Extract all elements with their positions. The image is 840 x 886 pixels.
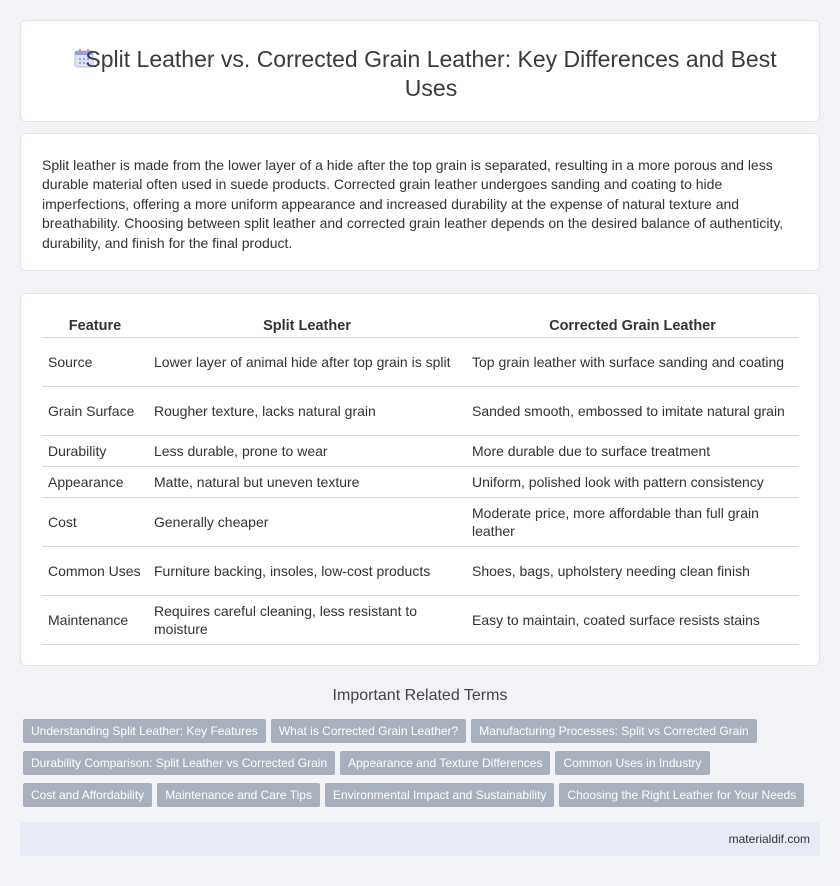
header-feature: Feature bbox=[42, 314, 148, 338]
row-corrected-value: More durable due to surface treatment bbox=[466, 436, 799, 467]
row-corrected-value: Easy to maintain, coated surface resists stains bbox=[466, 596, 799, 645]
row-corrected-value: Moderate price, more affordable than full grain leather bbox=[466, 498, 799, 547]
table-row bbox=[42, 467, 799, 498]
intro-card bbox=[20, 133, 820, 271]
header-corrected-grain: Corrected Grain Leather bbox=[466, 314, 799, 338]
header-card bbox=[20, 20, 820, 122]
row-feature: Durability bbox=[42, 436, 148, 467]
related-tag[interactable]: What is Corrected Grain Leather? bbox=[271, 719, 466, 743]
table-row bbox=[42, 387, 799, 436]
row-split-value: Furniture backing, insoles, low-cost products bbox=[148, 547, 466, 596]
footer bbox=[20, 822, 820, 856]
table-row bbox=[42, 498, 799, 547]
related-tag[interactable]: Durability Comparison: Split Leather vs Corrected Grain bbox=[23, 751, 335, 775]
footer-site-link[interactable]: materialdif.com bbox=[728, 832, 810, 846]
page-title: Split Leather vs. Corrected Grain Leather: Key Differences and Best Uses bbox=[85, 46, 777, 101]
related-tags bbox=[23, 719, 823, 815]
intro-paragraph: Split leather is made from the lower layer of a hide after the top grain is separated, resulting in a more porous and less durable material often used in suede products. Corrected grain leather undergoes sanding and coating to hide imperfections, offering a more uniform appearance and increased durability at the expense of natural texture and breathability. Choosing between split leather and corrected grain leather depends on the desired balance of authenticity, durability, and finish for the final product. bbox=[42, 157, 784, 251]
row-feature: Common Uses bbox=[42, 547, 148, 596]
row-split-value: Lower layer of animal hide after top grain is split bbox=[148, 338, 466, 387]
row-corrected-value: Top grain leather with surface sanding and coating bbox=[466, 338, 799, 387]
tag-row bbox=[23, 719, 823, 751]
row-feature: Grain Surface bbox=[42, 387, 148, 436]
comparison-table bbox=[42, 314, 799, 645]
row-split-value: Rougher texture, lacks natural grain bbox=[148, 387, 466, 436]
row-corrected-value: Sanded smooth, embossed to imitate natural grain bbox=[466, 387, 799, 436]
related-tag[interactable]: Understanding Split Leather: Key Features bbox=[23, 719, 266, 743]
page-title-wrap bbox=[71, 45, 791, 103]
tag-row bbox=[23, 751, 823, 783]
related-tag[interactable]: Maintenance and Care Tips bbox=[157, 783, 320, 807]
header-split-leather: Split Leather bbox=[148, 314, 466, 338]
table-row bbox=[42, 596, 799, 645]
row-corrected-value: Uniform, polished look with pattern consistency bbox=[466, 467, 799, 498]
row-feature: Source bbox=[42, 338, 148, 387]
row-corrected-value: Shoes, bags, upholstery needing clean finish bbox=[466, 547, 799, 596]
row-split-value: Generally cheaper bbox=[148, 498, 466, 547]
table-row bbox=[42, 547, 799, 596]
row-feature: Cost bbox=[42, 498, 148, 547]
related-tag[interactable]: Choosing the Right Leather for Your Needs bbox=[559, 783, 804, 807]
related-terms-title: Important Related Terms bbox=[332, 687, 508, 704]
table-row bbox=[42, 338, 799, 387]
related-tag[interactable]: Manufacturing Processes: Split vs Corrected Grain bbox=[471, 719, 756, 743]
tag-row bbox=[23, 783, 823, 815]
related-tag[interactable]: Cost and Affordability bbox=[23, 783, 152, 807]
related-tag[interactable]: Environmental Impact and Sustainability bbox=[325, 783, 554, 807]
table-header-row bbox=[42, 314, 799, 338]
row-feature: Maintenance bbox=[42, 596, 148, 645]
related-tag[interactable]: Appearance and Texture Differences bbox=[340, 751, 550, 775]
row-split-value: Less durable, prone to wear bbox=[148, 436, 466, 467]
row-split-value: Matte, natural but uneven texture bbox=[148, 467, 466, 498]
row-feature: Appearance bbox=[42, 467, 148, 498]
row-split-value: Requires careful cleaning, less resistant to moisture bbox=[148, 596, 466, 645]
table-row bbox=[42, 436, 799, 467]
comparison-table-card bbox=[20, 293, 820, 666]
related-tag[interactable]: Common Uses in Industry bbox=[555, 751, 709, 775]
